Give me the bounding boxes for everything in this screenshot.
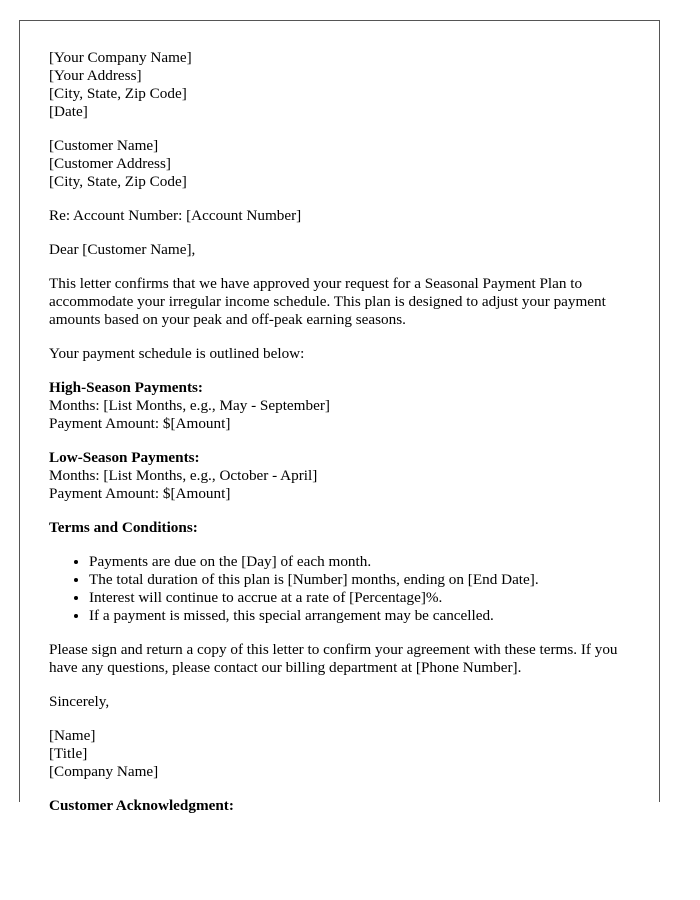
signature-title: [Title]: [49, 745, 88, 762]
recipient-address: [Customer Address]: [49, 155, 171, 172]
sender-city-state-zip: [City, State, Zip Code]: [49, 85, 187, 102]
terms-list-item: • The total duration of this plan is [Number] months, ending on [End Date].: [89, 571, 639, 589]
terms-list-item: • Payments are due on the [Day] of each month.: [89, 553, 639, 571]
recipient-address-block: [49, 137, 639, 191]
intro-paragraph: This letter confirms that we have approved your request for a Seasonal Payment Plan to accommodate your irregular income schedule. This plan is designed to adjust your payment amounts based on your peak and off-peak earning seasons.: [49, 275, 606, 328]
letter-date: [Date]: [49, 103, 88, 120]
terms-heading: Terms and Conditions:: [49, 519, 198, 536]
sender-company: [Your Company Name]: [49, 49, 192, 66]
signature-block: [49, 727, 639, 781]
terms-list-item: • Interest will continue to accrue at a rate of [Percentage]%.: [89, 589, 639, 607]
signature-name: [Name]: [49, 727, 96, 744]
salutation: Dear [Customer Name],: [49, 241, 196, 258]
low-season-months: Months: [List Months, e.g., October - April]: [49, 467, 318, 484]
terms-list: [49, 553, 639, 625]
letter-content: [49, 49, 639, 831]
sender-address: [Your Address]: [49, 67, 142, 84]
sender-address-block: [49, 49, 639, 121]
recipient-city-state-zip: [City, State, Zip Code]: [49, 173, 187, 190]
low-season-amount: Payment Amount: $[Amount]: [49, 485, 231, 502]
recipient-name: [Customer Name]: [49, 137, 159, 154]
high-season-amount: Payment Amount: $[Amount]: [49, 415, 231, 432]
re-line: Re: Account Number: [Account Number]: [49, 207, 302, 224]
terms-list-item: • If a payment is missed, this special arrangement may be cancelled.: [89, 607, 639, 625]
high-season-heading: High-Season Payments:: [49, 379, 203, 396]
closing-paragraph: Please sign and return a copy of this letter to confirm your agreement with these terms. If you have any questions, please contact our billing department at [Phone Number].: [49, 641, 618, 676]
low-season-heading: Low-Season Payments:: [49, 449, 200, 466]
letter-page: [19, 20, 660, 814]
signature-company: [Company Name]: [49, 763, 159, 780]
high-season-months: Months: [List Months, e.g., May - September]: [49, 397, 330, 414]
customer-acknowledgment-heading: Customer Acknowledgment:: [49, 797, 234, 814]
schedule-intro: Your payment schedule is outlined below:: [49, 345, 305, 362]
low-season-section: [49, 449, 639, 503]
closing: Sincerely,: [49, 693, 110, 710]
high-season-section: [49, 379, 639, 433]
